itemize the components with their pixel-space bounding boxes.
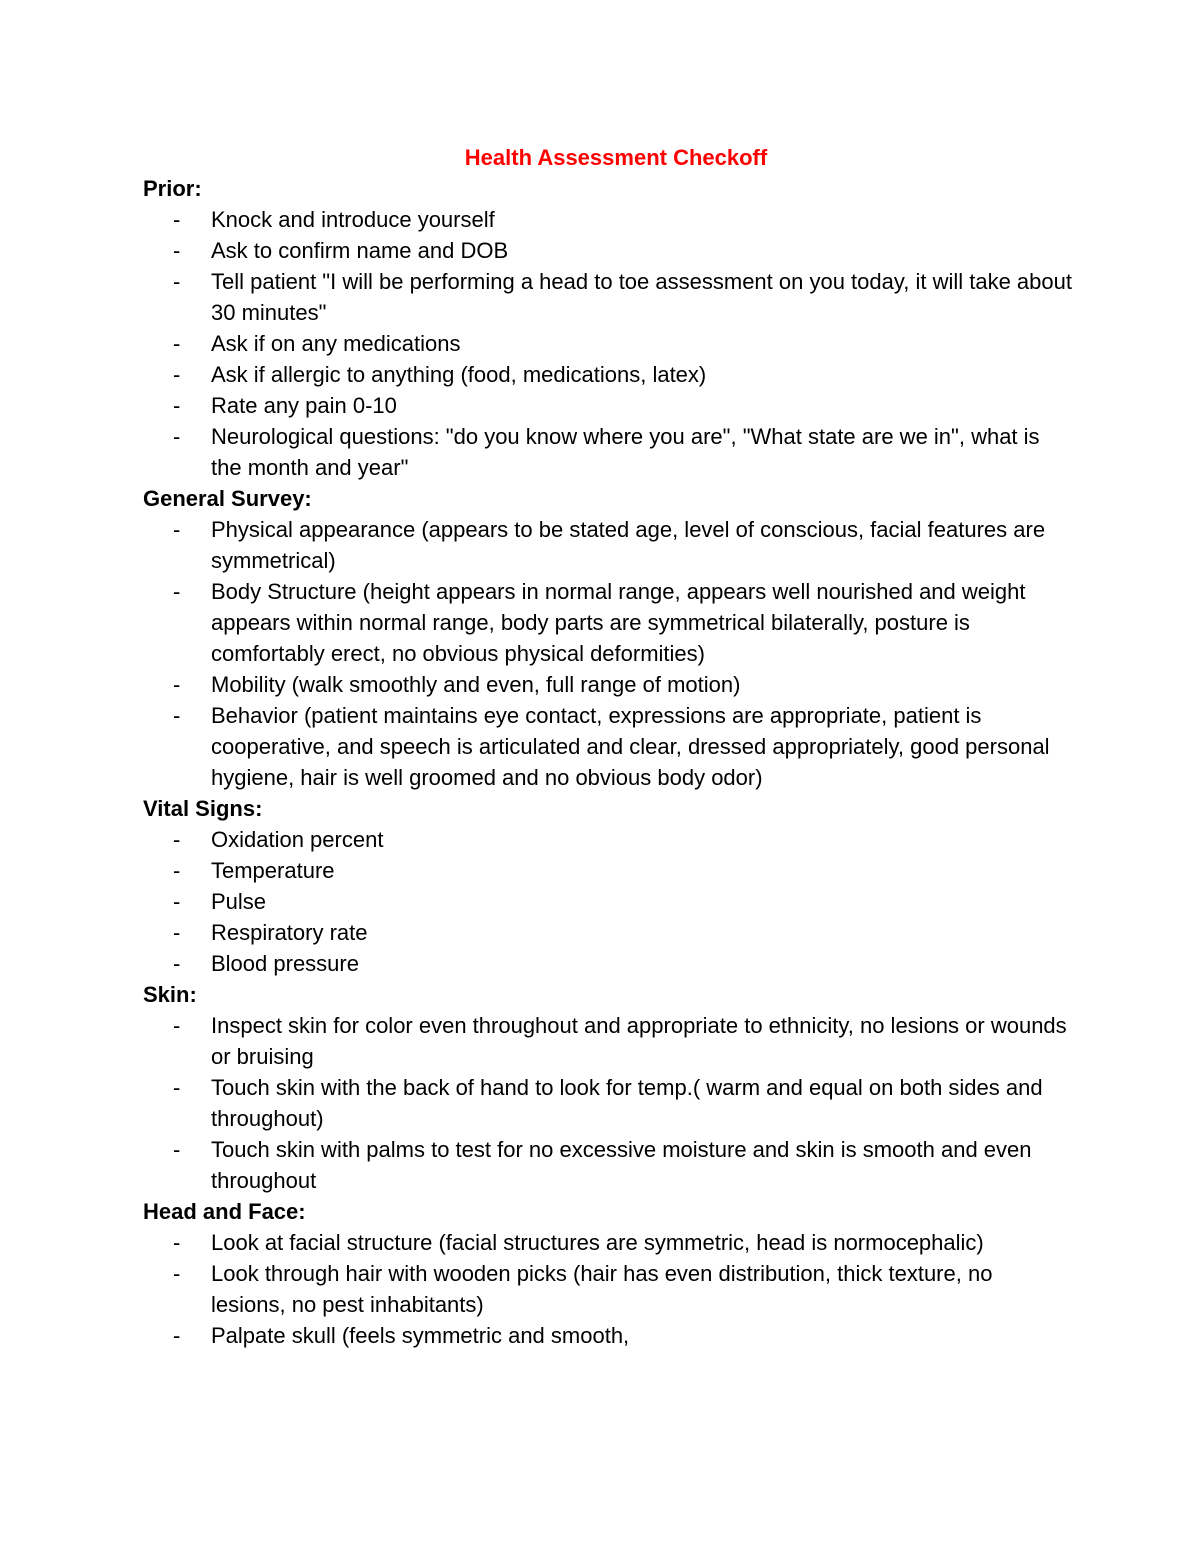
section-heading: General Survey: [143,486,312,511]
section-heading: Vital Signs: [143,796,263,821]
list-item-text: Touch skin with palms to test for no excessive moisture and skin is smooth and even throughout [211,1137,1032,1193]
section-list [143,1010,1073,1196]
list-item [143,886,1073,917]
dash-bullet: - [173,672,181,697]
list-item-text: Look through hair with wooden picks (hair has even distribution, thick texture, no lesions, no pest inhabitants) [211,1261,993,1317]
list-item-text: Look at facial structure (facial structures are symmetric, head is normocephalic) [211,1230,984,1255]
list-item-text: Body Structure (height appears in normal range, appears well nourished and weight appears within normal range, body parts are symmetrical bilaterally, posture is comfortably erect, no obvious physical deformities) [211,579,1026,666]
dash-bullet: - [173,1013,181,1038]
list-item [143,1227,1073,1258]
list-item [143,235,1073,266]
dash-bullet: - [173,393,181,418]
list-item-text: Oxidation percent [211,827,384,852]
section-list [143,514,1073,793]
list-item [143,359,1073,390]
dash-bullet: - [173,1230,181,1255]
list-item-text: Behavior (patient maintains eye contact, expressions are appropriate, patient is cooperative, and speech is articulated and clear, dressed appropriately, good personal hygiene, hair is well groomed and no obvious body odor) [211,703,1050,790]
dash-bullet: - [173,703,181,728]
dash-bullet: - [173,827,181,852]
section-heading: Head and Face: [143,1199,306,1224]
list-item [143,948,1073,979]
list-item [143,1320,1073,1351]
dash-bullet: - [173,331,181,356]
section-list [143,1227,1073,1351]
dash-bullet: - [173,424,181,449]
list-item [143,1134,1073,1196]
list-item-text: Ask to confirm name and DOB [211,238,509,263]
list-item [143,1072,1073,1134]
list-item-text: Neurological questions: "do you know where you are", "What state are we in", what is the month and year" [211,424,1040,480]
list-item [143,917,1073,948]
dash-bullet: - [173,238,181,263]
list-item-text: Pulse [211,889,267,914]
dash-bullet: - [173,889,181,914]
list-item [143,576,1073,669]
dash-bullet: - [173,1137,181,1162]
section-heading: Skin: [143,982,197,1007]
list-item [143,390,1073,421]
dash-bullet: - [173,920,181,945]
dash-bullet: - [173,362,181,387]
dash-bullet: - [173,269,181,294]
list-item [143,824,1073,855]
list-item-text: Blood pressure [211,951,359,976]
list-item-text: Temperature [211,858,335,883]
list-item-text: Ask if allergic to anything (food, medications, latex) [211,362,707,387]
list-item [143,266,1073,328]
list-item-text: Respiratory rate [211,920,368,945]
section-heading: Prior: [143,176,202,201]
list-item [143,700,1073,793]
list-item-text: Tell patient "I will be performing a head to toe assessment on you today, it will take about 30 minutes" [211,269,1072,325]
document-page [143,142,1073,1351]
dash-bullet: - [173,858,181,883]
list-item-text: Inspect skin for color even throughout and appropriate to ethnicity, no lesions or wounds or bruising [211,1013,1067,1069]
dash-bullet: - [173,1075,181,1100]
list-item-text: Rate any pain 0-10 [211,393,397,418]
dash-bullet: - [173,1261,181,1286]
list-item-text: Knock and introduce yourself [211,207,495,232]
list-item [143,669,1073,700]
list-item [143,514,1073,576]
list-item-text: Touch skin with the back of hand to look for temp.( warm and equal on both sides and throughout) [211,1075,1043,1131]
dash-bullet: - [173,517,181,542]
list-item [143,855,1073,886]
document-title: Health Assessment Checkoff [464,145,768,170]
list-item [143,1010,1073,1072]
list-item-text: Mobility (walk smoothly and even, full range of motion) [211,672,741,697]
dash-bullet: - [173,207,181,232]
list-item [143,421,1073,483]
list-item [143,328,1073,359]
dash-bullet: - [173,951,181,976]
section-list [143,824,1073,979]
document-body [143,173,1073,1351]
list-item-text: Palpate skull (feels symmetric and smooth, [211,1323,630,1348]
list-item [143,1258,1073,1320]
dash-bullet: - [173,579,181,604]
list-item-text: Ask if on any medications [211,331,461,356]
list-item [143,204,1073,235]
section-list [143,204,1073,483]
list-item-text: Physical appearance (appears to be stated age, level of conscious, facial features are symmetrical) [211,517,1046,573]
dash-bullet: - [173,1323,181,1348]
